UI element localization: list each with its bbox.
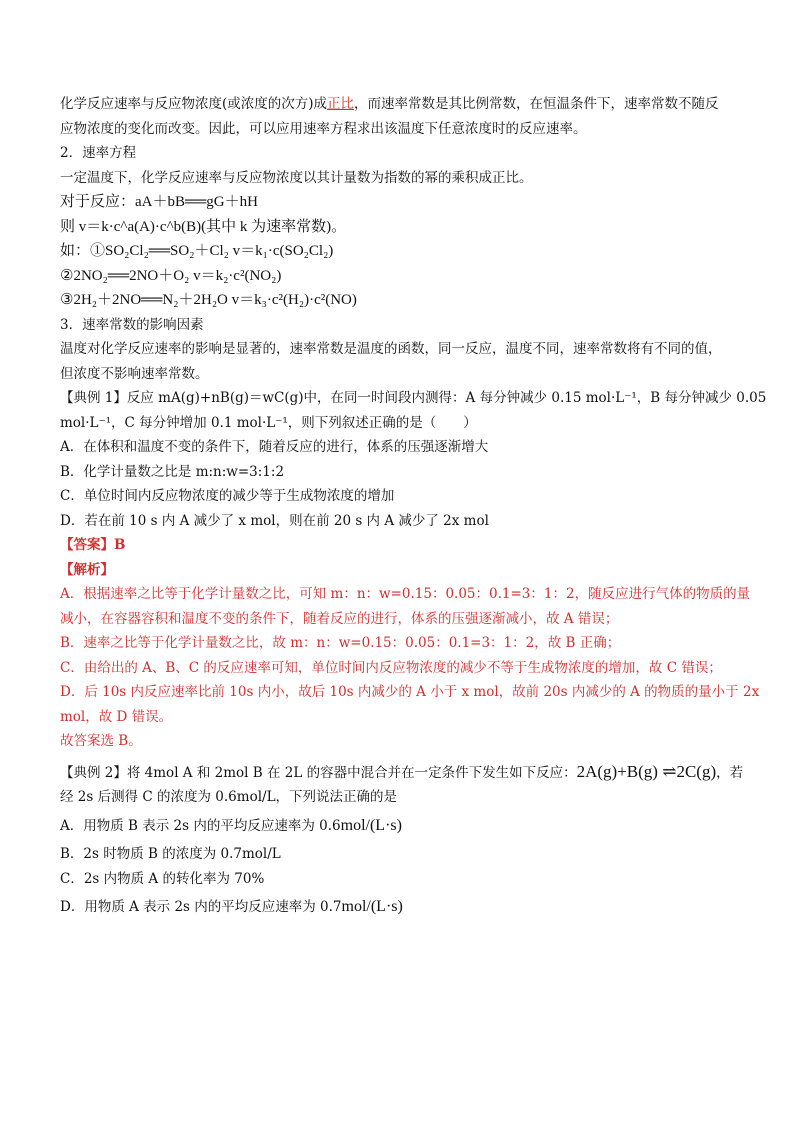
example-2-option-a-text: A．用物质 B 表示 2s 内的平均反应速率为 0.6 — [60, 817, 341, 834]
example-1-analysis-label: 【解析】 — [60, 561, 114, 578]
example-1-option-c: C．单位时间内反应物浓度的减少等于生成物浓度的增加 — [60, 488, 395, 504]
analysis-d-line-1: D．后 10s 内反应速率比前 10s 内小，故后 10s 内减少的 A 小于 x mol，故前 20s 内减少的 A 的物质的量小于 2x — [60, 684, 760, 700]
zhengbi-link[interactable]: 正比 — [327, 96, 355, 112]
example-2-option-a — [60, 814, 740, 839]
section-2-paragraph: 一定温度下，化学反应速率与反应物浓度以其计量数为指数的幂的乘积成正比。 — [60, 169, 533, 186]
intro-line-1 — [60, 92, 740, 117]
example-2-question-text: 【典例 2】将 4mol A 和 2mol B 在 2L 的容器中混合并在一定条件下发生如下反应： — [60, 764, 577, 781]
analysis-c: C．由给出的 A、B、C 的反应速率可知，单位时间内反应物浓度的减少不等于生成物浓度的增加，故 C 错误； — [60, 659, 722, 676]
example-equation-3: ③2H₂＋2NO══N₂＋2H₂O v＝k₃·c²(H₂)·c²(NO) — [60, 292, 357, 308]
intro-line-2: 应物浓度的变化而改变。因此，可以应用速率方程求出该温度下任意浓度时的反应速率。 — [60, 120, 587, 137]
example-equation-2: ②2NO₂══2NO＋O₂ v＝k₂·c²(NO₂) — [60, 267, 282, 284]
example-equation-1: 如：①SO₂Cl₂══SO₂＋Cl₂ v＝k₁·c(SO₂Cl₂) — [60, 243, 334, 259]
example-2-option-b: B．2s 时物质 B 的浓度为 0.7mol/L — [60, 846, 281, 862]
analysis-a-line-1: A．根据速率之比等于化学计量数之比，可知 m：n：w=0.15：0.05：0.1=3：1：2，随反应进行气体的物质的量 — [60, 586, 751, 602]
section-3-line-1: 温度对化学反应速率的影响是显著的，速率常数是温度的函数，同一反应，温度不同，速率常数将有不同的值， — [60, 341, 722, 357]
example-2-equation: 2A(g)+B(g) ⇌2C(g) — [576, 761, 717, 781]
example-2-option-d-unit: mol/(L·s) — [341, 898, 403, 915]
section-3-line-2: 但浓度不影响速率常数。 — [60, 365, 209, 382]
example-1-question-line-2: mol·L⁻¹，C 每分钟增加 0.1 mol·L⁻¹，则下列叙述正确的是（ ） — [60, 414, 477, 431]
example-1-option-d: D．若在前 10 s 内 A 减少了 x mol，则在前 20 s 内 A 减少了 2x mol — [60, 512, 489, 529]
intro-text-cont: ，而速率常数是其比例常数，在恒温条件下，速率常数不随反 — [354, 96, 719, 112]
analysis-a-line-2: 减小，在容器容积和温度不变的条件下，随着反应的进行，体系的压强逐渐减小，故 A 错误； — [60, 610, 619, 627]
example-2-question-line-2: 经 2s 后测得 C 的浓度为 0.6mol/L，下列说法正确的是 — [60, 789, 398, 805]
example-1-option-b: B．化学计量数之比是 m:n:w=3:1:2 — [60, 463, 285, 480]
example-2-option-a-unit: mol/(L·s) — [340, 816, 402, 834]
rate-equation: 则 v＝k·c^a(A)·c^b(B)(其中 k 为速率常数)。 — [60, 218, 347, 235]
section-2-heading: 2．速率方程 — [60, 145, 137, 161]
analysis-conclusion: 故答案选 B。 — [60, 733, 142, 749]
example-2-question-end: ，若 — [716, 764, 744, 781]
section-3-heading: 3．速率常数的影响因素 — [60, 316, 204, 333]
example-2-option-d — [60, 895, 740, 920]
example-2-option-d-text: D．用物质 A 表示 2s 内的平均反应速率为 0.7 — [60, 899, 342, 915]
example-1-question-line-1: 【典例 1】反应 mA(g)+nB(g)＝wC(g)中，在同一时间段内测得：A 每分钟减少 0.15 mol·L⁻¹，B 每分钟减少 0.05 — [60, 390, 767, 406]
example-1-answer: 【答案】B — [60, 537, 126, 553]
intro-text: 化学反应速率与反应物浓度(或浓度的次方)成 — [60, 96, 328, 112]
example-2-option-c: C．2s 内物质 A 的转化率为 70% — [60, 870, 265, 887]
example-2-question-line-1 — [60, 760, 744, 786]
page-content — [60, 92, 767, 920]
analysis-b: B．速率之比等于化学计量数之比，故 m：n：w=0.15：0.05：0.1=3：1：2，故 B 正确； — [60, 635, 621, 651]
analysis-d-line-2: mol，故 D 错误。 — [60, 708, 173, 725]
example-1-option-a: A．在体积和温度不变的条件下，随着反应的进行，体系的压强逐渐增大 — [60, 439, 489, 455]
reaction-general: 对于反应：aA＋bB══gG＋hH — [60, 194, 258, 210]
